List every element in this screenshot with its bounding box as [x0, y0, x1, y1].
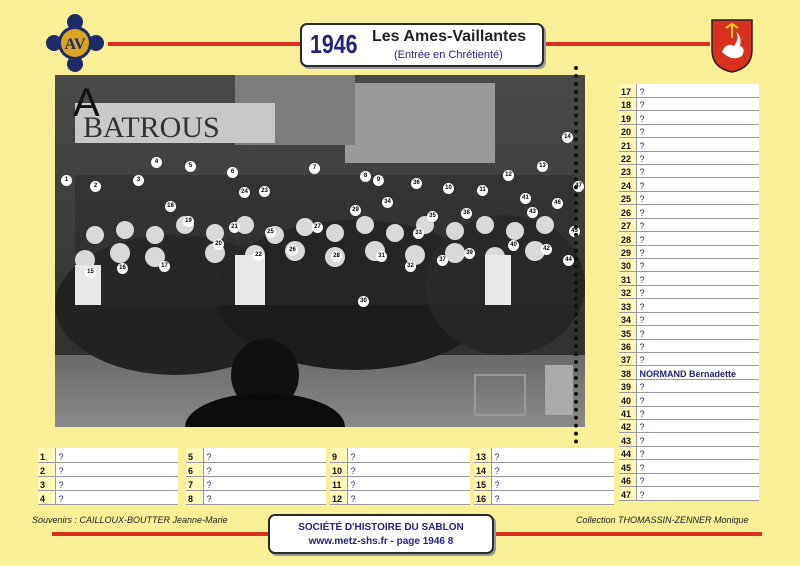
- person-marker: 7: [309, 163, 320, 174]
- person-name: ?: [636, 460, 759, 473]
- name-row: [619, 124, 759, 137]
- name-row: [619, 393, 759, 406]
- person-marker: 19: [183, 216, 194, 227]
- person-name: ?: [636, 84, 759, 97]
- person-number: 46: [619, 473, 636, 486]
- name-row: [619, 138, 759, 151]
- footer-box: [268, 514, 494, 554]
- person-marker: 23: [259, 186, 270, 197]
- person-marker: 45: [569, 226, 580, 237]
- person-marker: 14: [562, 132, 573, 143]
- photo-letter: A: [73, 81, 100, 125]
- person-name: ?: [636, 285, 759, 298]
- person-name: ?: [347, 448, 470, 462]
- person-number: 35: [619, 326, 636, 339]
- footer-rule-right: [494, 532, 762, 536]
- person-number: 2: [38, 462, 55, 476]
- person-marker: 15: [85, 267, 96, 278]
- name-row: [619, 165, 759, 178]
- page-title: Les Ames-Vaillantes: [372, 28, 527, 45]
- page-subtitle: (Entrée en Chrétienté): [394, 49, 503, 61]
- name-row: [38, 476, 178, 490]
- person-number: 25: [619, 191, 636, 204]
- page-year: 1946: [310, 29, 358, 59]
- person-marker: 38: [461, 208, 472, 219]
- person-name: ?: [636, 124, 759, 137]
- person-number: 13: [474, 448, 491, 462]
- person-name: ?: [636, 218, 759, 231]
- person-marker: 24: [239, 187, 250, 198]
- person-marker: 43: [527, 207, 538, 218]
- person-number: 3: [38, 476, 55, 490]
- person-number: 7: [186, 476, 203, 490]
- collection-credit: Collection THOMASSIN-ZENNER Monique: [576, 515, 749, 525]
- person-number: 44: [619, 446, 636, 459]
- person-name: ?: [636, 165, 759, 178]
- name-row: [474, 476, 614, 490]
- sablon-crest-icon: [710, 18, 754, 74]
- name-row: [619, 258, 759, 271]
- person-marker: 41: [520, 193, 531, 204]
- person-marker: 37: [437, 255, 448, 266]
- person-number: 11: [330, 476, 347, 490]
- person-name: ?: [347, 476, 470, 490]
- person-number: 29: [619, 245, 636, 258]
- person-number: 20: [619, 124, 636, 137]
- person-name: ?: [491, 476, 614, 490]
- person-name: ?: [636, 312, 759, 325]
- person-marker: 25: [265, 227, 276, 238]
- name-row: [619, 433, 759, 446]
- person-marker: 33: [413, 228, 424, 239]
- bottom-name-list-4: [474, 448, 614, 505]
- name-row: [619, 111, 759, 124]
- person-marker: 28: [331, 251, 342, 262]
- person-name: ?: [636, 111, 759, 124]
- person-number: 6: [186, 462, 203, 476]
- photo-scene: [55, 75, 585, 427]
- person-number: 42: [619, 420, 636, 433]
- name-row: [619, 272, 759, 285]
- person-name: ?: [636, 272, 759, 285]
- bottom-name-list-2: [186, 448, 326, 505]
- name-row: [186, 476, 326, 490]
- person-name: ?: [203, 462, 326, 476]
- souvenirs-credit: Souvenirs : CAILLOUX-BOUTTER Jeanne-Marie: [32, 515, 228, 525]
- person-number: 9: [330, 448, 347, 462]
- person-number: 39: [619, 379, 636, 392]
- person-marker: 22: [253, 250, 264, 261]
- ames-vaillantes-logo: [44, 12, 106, 74]
- person-number: 30: [619, 258, 636, 271]
- name-row: [619, 379, 759, 392]
- person-number: 26: [619, 205, 636, 218]
- person-name: ?: [636, 473, 759, 486]
- person-name: ?: [636, 205, 759, 218]
- person-name: ?: [636, 487, 759, 500]
- name-row: [619, 151, 759, 164]
- person-name: ?: [636, 326, 759, 339]
- person-name: ?: [203, 448, 326, 462]
- person-name: ?: [347, 462, 470, 476]
- person-name: ?: [491, 462, 614, 476]
- person-number: 1: [38, 448, 55, 462]
- person-name: ?: [55, 462, 178, 476]
- name-row: [619, 420, 759, 433]
- person-name: ?: [636, 258, 759, 271]
- person-marker: 44: [563, 255, 574, 266]
- person-marker: 29: [350, 205, 361, 216]
- person-marker: 20: [213, 239, 224, 250]
- name-row: [38, 462, 178, 476]
- person-marker: 12: [503, 170, 514, 181]
- name-row: [330, 490, 470, 504]
- person-name: ?: [55, 490, 178, 504]
- person-marker: 34: [382, 197, 393, 208]
- person-number: 45: [619, 460, 636, 473]
- person-name: ?: [636, 379, 759, 392]
- group-photo: [55, 75, 585, 427]
- person-marker: 16: [117, 263, 128, 274]
- person-marker: 13: [537, 161, 548, 172]
- person-number: 16: [474, 490, 491, 504]
- person-name: ?: [636, 97, 759, 110]
- person-marker: 47: [573, 181, 584, 192]
- person-number: 17: [619, 84, 636, 97]
- person-name: ?: [636, 446, 759, 459]
- name-row: [619, 339, 759, 352]
- person-marker: 17: [159, 261, 170, 272]
- person-name: ?: [636, 299, 759, 312]
- footer-rule-left: [52, 532, 268, 536]
- logo-letters: AV: [64, 36, 86, 53]
- person-name: ?: [636, 339, 759, 352]
- name-row: [619, 232, 759, 245]
- person-marker: 9: [373, 175, 384, 186]
- name-row: [619, 285, 759, 298]
- site-and-page[interactable]: www.metz-shs.fr - page 1946 8: [308, 536, 454, 547]
- name-row: [619, 326, 759, 339]
- name-row: [619, 473, 759, 486]
- person-marker: 21: [229, 222, 240, 233]
- dotted-separator: [574, 66, 578, 444]
- person-name: ?: [491, 448, 614, 462]
- header-rule-right: [544, 42, 710, 46]
- person-name: NORMAND Bernadette: [636, 366, 759, 379]
- person-number: 12: [330, 490, 347, 504]
- name-row: [619, 446, 759, 459]
- person-number: 15: [474, 476, 491, 490]
- person-name: ?: [203, 490, 326, 504]
- person-marker: 10: [443, 183, 454, 194]
- person-number: 31: [619, 272, 636, 285]
- person-marker: 1: [61, 175, 72, 186]
- person-number: 47: [619, 487, 636, 500]
- name-row: [474, 462, 614, 476]
- bottom-name-list-3: [330, 448, 470, 505]
- person-number: 36: [619, 339, 636, 352]
- society-name: SOCIÉTÉ D'HISTOIRE DU SABLON: [298, 522, 464, 533]
- person-name: ?: [491, 490, 614, 504]
- person-number: 41: [619, 406, 636, 419]
- person-marker: 30: [358, 296, 369, 307]
- person-marker: 5: [185, 161, 196, 172]
- person-marker: 42: [541, 244, 552, 255]
- name-row: [619, 406, 759, 419]
- person-number: 8: [186, 490, 203, 504]
- person-number: 24: [619, 178, 636, 191]
- person-name: ?: [347, 490, 470, 504]
- name-row: [474, 448, 614, 462]
- name-row: [474, 490, 614, 504]
- person-number: 19: [619, 111, 636, 124]
- name-row: [330, 462, 470, 476]
- name-row: [619, 218, 759, 231]
- person-marker: 31: [376, 251, 387, 262]
- name-row: [619, 312, 759, 325]
- person-marker: 26: [287, 245, 298, 256]
- name-row: [619, 460, 759, 473]
- person-name: ?: [636, 138, 759, 151]
- name-row: [619, 191, 759, 204]
- person-number: 21: [619, 138, 636, 151]
- person-name: ?: [636, 433, 759, 446]
- person-number: 38: [619, 366, 636, 379]
- name-row: [38, 490, 178, 504]
- person-marker: 4: [151, 157, 162, 168]
- name-row: [619, 366, 759, 379]
- person-marker: 11: [477, 185, 488, 196]
- person-name: ?: [55, 476, 178, 490]
- name-row: [619, 299, 759, 312]
- person-number: 23: [619, 165, 636, 178]
- person-name: ?: [636, 245, 759, 258]
- person-marker: 35: [427, 211, 438, 222]
- name-row: [38, 448, 178, 462]
- person-marker: 36: [411, 178, 422, 189]
- person-name: ?: [203, 476, 326, 490]
- person-marker: 40: [508, 240, 519, 251]
- person-number: 37: [619, 352, 636, 365]
- name-row: [330, 448, 470, 462]
- header-rule-left: [108, 42, 300, 46]
- person-name: ?: [636, 420, 759, 433]
- person-marker: 6: [227, 167, 238, 178]
- person-marker: 8: [360, 171, 371, 182]
- bottom-name-list-1: [38, 448, 178, 505]
- person-name: ?: [636, 191, 759, 204]
- person-name: ?: [636, 178, 759, 191]
- person-marker: 3: [133, 175, 144, 186]
- person-number: 22: [619, 151, 636, 164]
- name-row: [619, 97, 759, 110]
- person-name: ?: [636, 406, 759, 419]
- person-marker: 39: [464, 248, 475, 259]
- right-name-list: [619, 84, 759, 501]
- title-box: [300, 23, 544, 67]
- person-number: 14: [474, 462, 491, 476]
- person-name: ?: [636, 352, 759, 365]
- person-number: 5: [186, 448, 203, 462]
- person-number: 40: [619, 393, 636, 406]
- name-row: [619, 205, 759, 218]
- person-number: 10: [330, 462, 347, 476]
- person-marker: 46: [552, 198, 563, 209]
- person-name: ?: [636, 393, 759, 406]
- person-name: ?: [55, 448, 178, 462]
- name-row: [619, 352, 759, 365]
- person-marker: 2: [90, 181, 101, 192]
- name-row: [186, 448, 326, 462]
- name-row: [330, 476, 470, 490]
- person-number: 34: [619, 312, 636, 325]
- person-number: 18: [619, 97, 636, 110]
- person-number: 27: [619, 218, 636, 231]
- person-marker: 18: [165, 201, 176, 212]
- person-number: 43: [619, 433, 636, 446]
- person-number: 4: [38, 490, 55, 504]
- person-name: ?: [636, 151, 759, 164]
- name-row: [619, 178, 759, 191]
- person-name: ?: [636, 232, 759, 245]
- person-marker: 27: [312, 222, 323, 233]
- banner-text: BATROUS: [83, 111, 220, 144]
- name-row: [619, 487, 759, 500]
- name-row: [186, 462, 326, 476]
- person-number: 32: [619, 285, 636, 298]
- name-row: [186, 490, 326, 504]
- person-number: 33: [619, 299, 636, 312]
- person-number: 28: [619, 232, 636, 245]
- name-row: [619, 245, 759, 258]
- name-row: [619, 84, 759, 97]
- person-marker: 32: [405, 261, 416, 272]
